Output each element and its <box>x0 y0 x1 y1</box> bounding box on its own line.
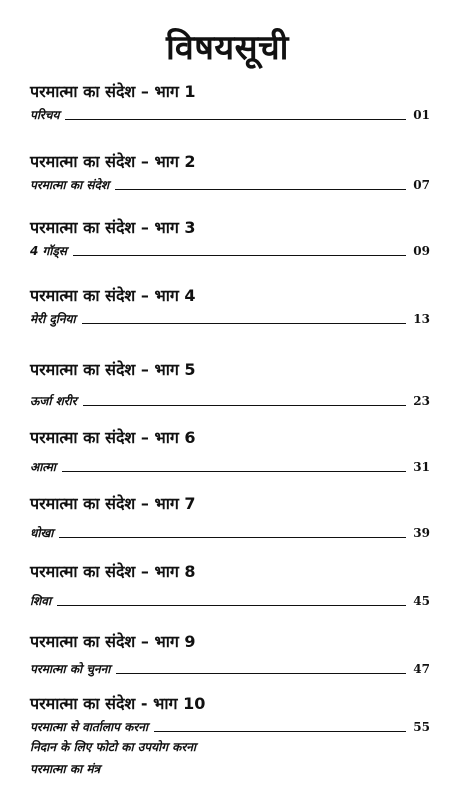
entry-title: परमात्मा को चुनना <box>30 662 111 676</box>
toc-entry[interactable] <box>30 590 430 610</box>
toc-section-3 <box>30 218 430 260</box>
leader-line <box>116 673 406 674</box>
leader-line <box>59 537 406 538</box>
section-heading: परमात्मा का संदेश – भाग 8 <box>30 562 196 581</box>
leader-line <box>73 255 406 256</box>
page-number: 07 <box>413 178 430 192</box>
page-number: 09 <box>413 244 430 258</box>
toc-entry[interactable] <box>30 240 430 260</box>
leader-line <box>82 323 406 324</box>
page-number: 47 <box>413 662 430 676</box>
page-number: 01 <box>413 108 430 122</box>
page-number: 39 <box>413 526 430 540</box>
leader-line <box>65 119 406 120</box>
leader-line <box>154 731 406 732</box>
entry-title: शिवा <box>30 594 52 608</box>
toc-entry[interactable] <box>30 308 430 328</box>
toc-section-7 <box>30 494 430 542</box>
section-heading: परमात्मा का संदेश – भाग 6 <box>30 428 196 447</box>
entry-title: परमात्मा से वार्तालाप करना <box>30 720 148 734</box>
leader-line <box>62 471 406 472</box>
toc-section-9 <box>30 632 430 678</box>
page-number: 55 <box>413 720 430 734</box>
toc-entry[interactable] <box>30 716 430 736</box>
leader-line <box>83 405 406 406</box>
entry-title: आत्मा <box>30 460 56 474</box>
section-heading: परमात्मा का संदेश – भाग 9 <box>30 632 196 651</box>
leader-line <box>115 189 406 190</box>
toc-section-8 <box>30 562 430 610</box>
section-heading: परमात्मा का संदेश - भाग 10 <box>30 694 206 713</box>
toc-section-5 <box>30 360 430 410</box>
page-number: 45 <box>413 594 430 608</box>
toc-section-6 <box>30 428 430 476</box>
entry-title: परमात्मा का संदेश <box>30 178 109 192</box>
toc-subentry[interactable]: परमात्मा का मंत्र <box>30 762 101 776</box>
entry-title: ऊर्जा शरीर <box>30 394 77 408</box>
toc-subentry[interactable]: निदान के लिए फोटो का उपयोग करना <box>30 740 197 754</box>
toc-entry[interactable] <box>30 390 430 410</box>
toc-section-2 <box>30 152 430 194</box>
section-heading: परमात्मा का संदेश – भाग 2 <box>30 152 196 171</box>
toc-entry[interactable] <box>30 456 430 476</box>
toc-entry[interactable] <box>30 522 430 542</box>
entry-title: मेरी दुनिया <box>30 312 76 326</box>
toc-entry[interactable] <box>30 658 430 678</box>
toc-section-1 <box>30 82 430 124</box>
section-heading: परमात्मा का संदेश – भाग 1 <box>30 82 196 101</box>
entry-title: 4 गॉड्स <box>30 244 67 258</box>
section-heading: परमात्मा का संदेश – भाग 5 <box>30 360 196 379</box>
entry-title: परिचय <box>30 108 60 122</box>
toc-title: विषयसूची <box>166 28 289 68</box>
toc-entry[interactable] <box>30 174 430 194</box>
toc-section-10 <box>30 694 430 780</box>
toc-section-4 <box>30 286 430 328</box>
page-number: 31 <box>413 460 430 474</box>
toc-entry[interactable] <box>30 104 430 124</box>
page-number: 23 <box>413 394 430 408</box>
section-heading: परमात्मा का संदेश – भाग 3 <box>30 218 196 237</box>
leader-line <box>57 605 406 606</box>
section-heading: परमात्मा का संदेश – भाग 7 <box>30 494 196 513</box>
page-number: 13 <box>413 312 430 326</box>
section-heading: परमात्मा का संदेश – भाग 4 <box>30 286 196 305</box>
entry-title: धोखा <box>30 526 54 540</box>
